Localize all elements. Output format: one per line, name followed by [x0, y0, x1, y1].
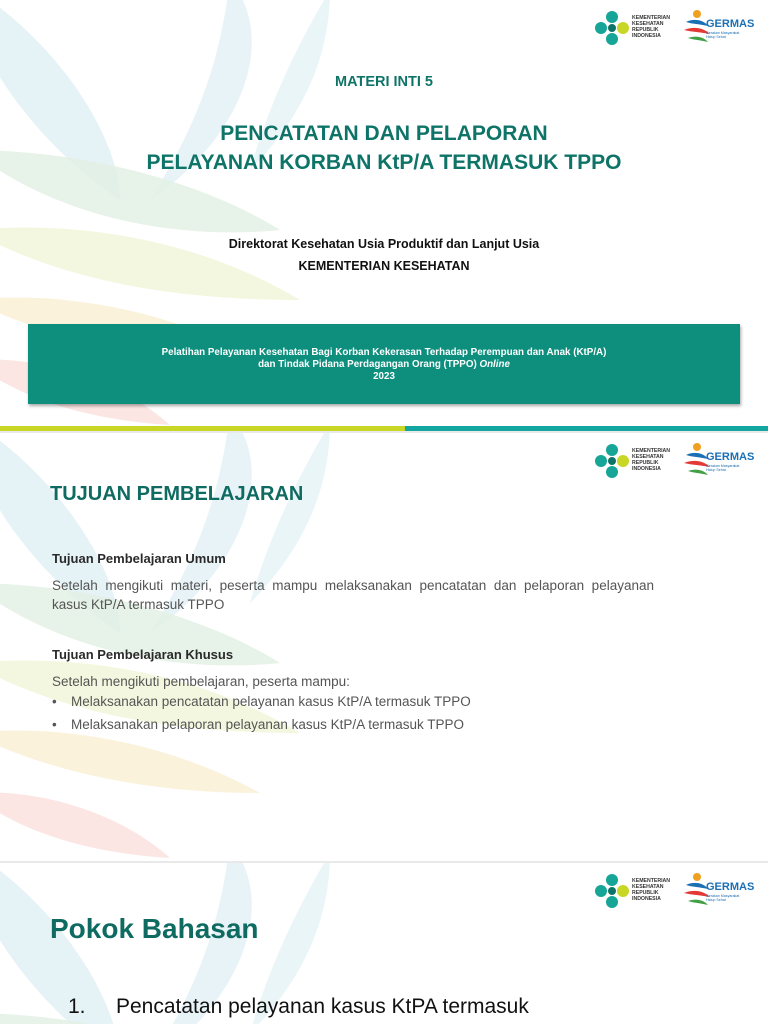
banner-online: Online: [479, 359, 510, 370]
germas-logo-tagline: Gerakan Masyarakat Hidup Sehat: [706, 31, 740, 39]
kemenkes-logo-icon: [594, 873, 630, 909]
general-objective-text: Setelah mengikuti materi, peserta mampu melaksanakan pencatatan dan pelaporan pelayanan kasus KtP/A termasuk TPPO: [52, 578, 654, 612]
germas-logo-tagline: Gerakan Masyarakat Hidup Sehat: [706, 894, 740, 902]
ministry-name: KEMENTERIAN KESEHATAN: [298, 259, 470, 273]
kemenkes-logo-text: KEMENTERIAN KESEHATAN REPUBLIK INDONESIA: [632, 878, 671, 902]
list-item: • Melaksanakan pelaporan pelayanan kasus KtP/A termasuk TPPO: [52, 717, 464, 732]
bullet-icon: •: [52, 694, 57, 709]
learning-objectives-slide: [0, 433, 768, 861]
banner-year: 2023: [373, 371, 395, 382]
directorate-name: Direktorat Kesehatan Usia Produktif dan Lanjut Usia: [228, 237, 540, 251]
list-item: [68, 995, 529, 1019]
specific-objective-heading: Tujuan Pembelajaran Khusus: [52, 647, 234, 662]
slide-heading: TUJUAN PEMBELAJARAN: [50, 483, 304, 505]
slide-title-line-1: PENCATATAN DAN PELAPORAN: [220, 122, 548, 145]
list-item-text: Pencatatan pelayanan kasus KtPA termasuk: [116, 995, 529, 1018]
banner-line-1: Pelatihan Pelayanan Kesehatan Bagi Korban Kekerasan Terhadap Perempuan dan Anak (KtP/A): [161, 347, 607, 358]
header-logos: [594, 6, 762, 48]
germas-logo-tagline: Gerakan Masyarakat Hidup Sehat: [706, 464, 740, 472]
bullet-icon: •: [52, 717, 57, 732]
kemenkes-logo-text: KEMENTERIAN KESEHATAN REPUBLIK INDONESIA: [632, 448, 671, 472]
kemenkes-logo-icon: [594, 443, 630, 479]
banner-line-2: dan Tindak Pidana Perdagangan Orang (TPPO) Online: [258, 359, 510, 370]
header-logos: [594, 439, 762, 481]
general-objective-heading: Tujuan Pembelajaran Umum: [52, 551, 226, 566]
module-label: MATERI INTI 5: [334, 74, 433, 90]
slide-heading: Pokok Bahasan: [50, 913, 259, 944]
germas-logo-word: GERMAS: [706, 451, 755, 463]
header-logos: [594, 869, 762, 911]
list-item-number: 1.: [68, 995, 86, 1018]
list-item: • Melaksanakan pencatatan pelayanan kasus KtP/A termasuk TPPO: [52, 694, 471, 709]
germas-logo-word: GERMAS: [706, 18, 755, 30]
training-banner: [28, 324, 740, 404]
slide-title-line-2: PELAYANAN KORBAN KtP/A TERMASUK TPPO: [146, 151, 622, 174]
topics-slide: [0, 863, 768, 1024]
kemenkes-logo-text: KEMENTERIAN KESEHATAN REPUBLIK INDONESIA: [632, 15, 671, 39]
germas-logo-word: GERMAS: [706, 881, 755, 893]
bottom-stripe: [0, 426, 768, 431]
title-slide: [0, 0, 768, 431]
kemenkes-logo-icon: [594, 10, 630, 46]
specific-objective-intro: Setelah mengikuti pembelajaran, peserta mampu:: [52, 674, 350, 689]
